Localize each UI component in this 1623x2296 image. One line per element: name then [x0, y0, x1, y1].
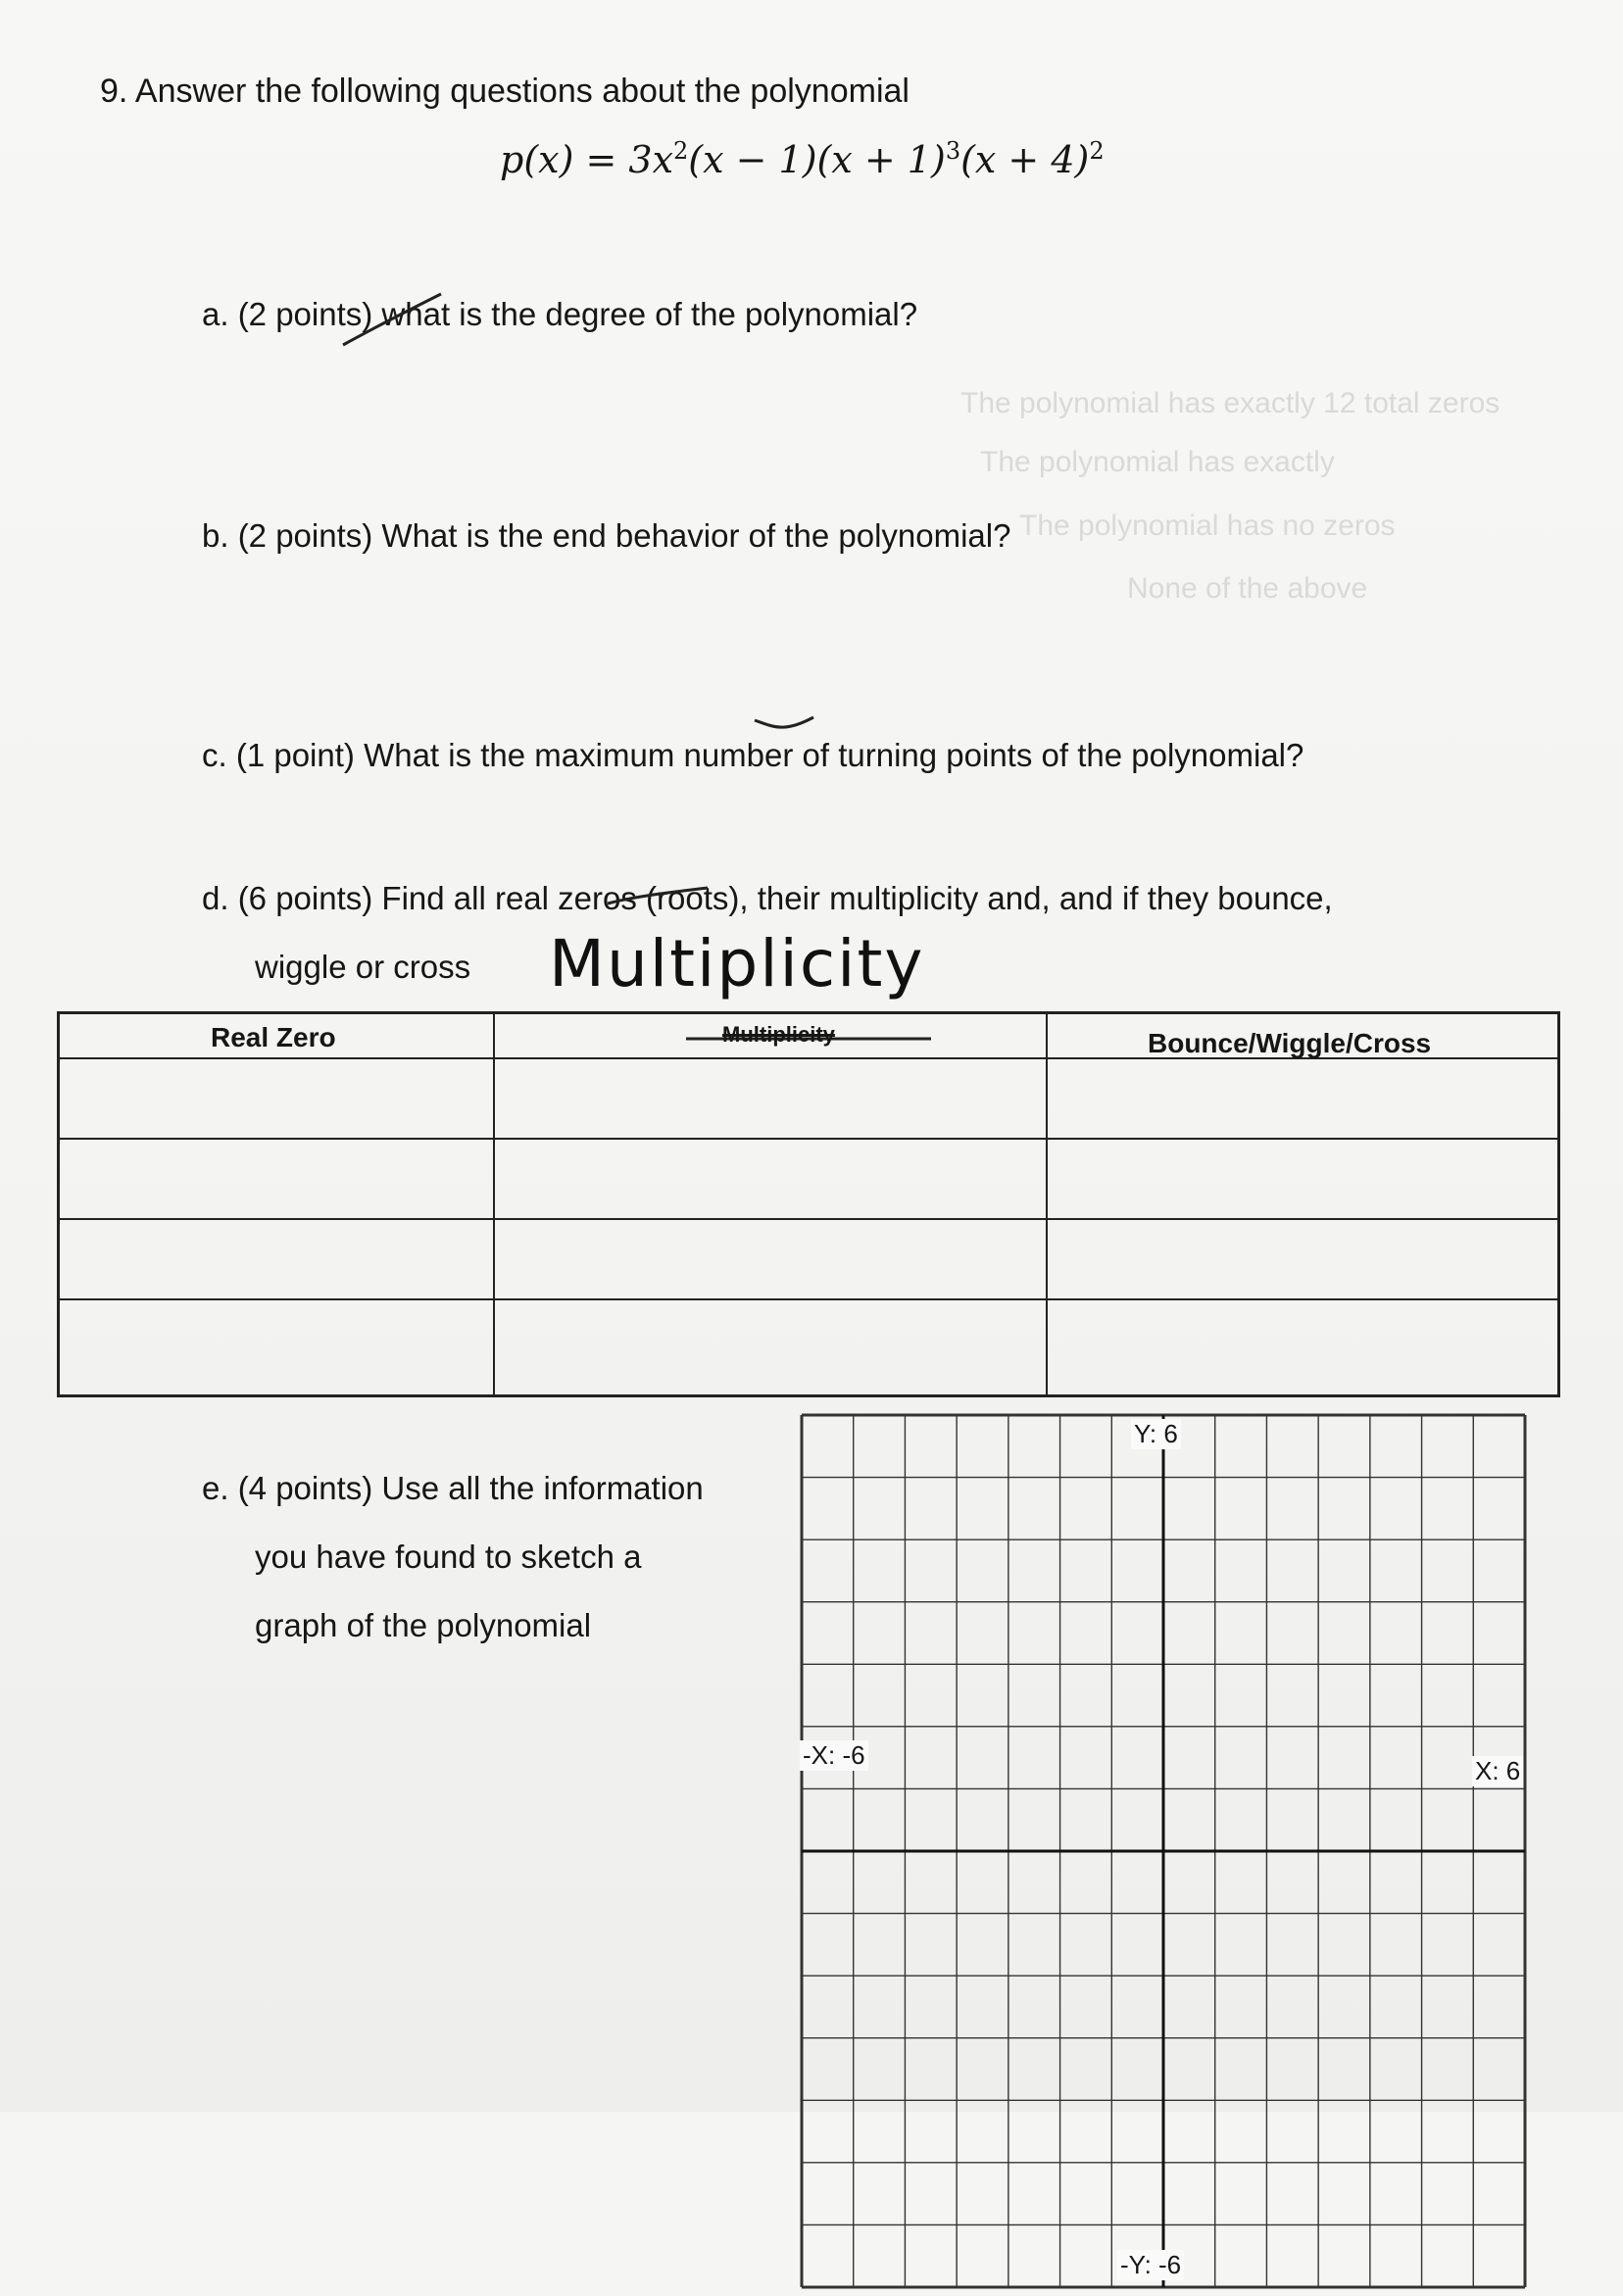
table-row — [60, 1300, 1557, 1391]
y-max-label: Y: 6 — [1131, 1419, 1181, 1449]
grid-lines — [798, 1411, 1529, 2291]
question-title: 9. Answer the following questions about the polynomial — [100, 73, 910, 110]
cell-real-zero[interactable] — [60, 1220, 493, 1298]
y-min-label: -Y: -6 — [1117, 2250, 1184, 2280]
header-bounce-wiggle-cross: Bounce/Wiggle/Cross — [1148, 1028, 1432, 1058]
header-real-zero: Real Zero — [211, 1022, 336, 1052]
polynomial-formula: $p(x) = 3x^2(x - 1)(x + 1)^3(x + 4)^2$ — [500, 137, 1105, 181]
cell-real-zero[interactable] — [60, 1059, 493, 1138]
part-b-prompt: b. (2 points) What is the end behavior of the polynomial? — [202, 517, 1011, 554]
bleed-through-text: The polynomial has exactly — [980, 446, 1335, 478]
cell-behavior[interactable] — [1048, 1300, 1557, 1391]
table-row — [60, 1059, 1557, 1138]
bleed-through-text: None of the above — [1127, 572, 1368, 605]
bleed-through-text: The polynomial has exactly 12 total zeros — [960, 387, 1500, 419]
part-e-prompt-cont: you have found to sketch a — [255, 1539, 642, 1575]
x-min-label: -X: -6 — [800, 1740, 868, 1771]
cell-real-zero[interactable] — [60, 1300, 493, 1391]
table-row — [60, 1140, 1557, 1218]
cell-multiplicity[interactable] — [495, 1300, 1046, 1391]
zeros-table — [57, 1011, 1560, 1397]
bleed-through-text: The polynomial has no zeros — [1019, 510, 1396, 542]
x-max-label: X: 6 — [1472, 1756, 1523, 1786]
pen-stroke — [608, 888, 708, 904]
part-c-prompt: c. (1 point) What is the maximum number of turning points of the polynomial? — [202, 737, 1304, 773]
part-e-prompt: e. (4 points) Use all the information — [202, 1470, 704, 1506]
cell-real-zero[interactable] — [60, 1140, 493, 1218]
part-e-prompt-cont: graph of the polynomial — [255, 1607, 592, 1643]
part-a-prompt: a. (2 points) what is the degree of the polynomial? — [202, 296, 918, 332]
part-d-prompt: d. (6 points) Find all real zeros (roots), their multiplicity and, and if they bounce, — [202, 880, 1333, 916]
header-multiplicity: Multiplicity — [722, 1022, 835, 1047]
pen-stroke — [343, 294, 441, 345]
part-d-prompt-cont: wiggle or cross — [255, 949, 471, 985]
handwritten-multiplicity: Multiplicity — [549, 926, 925, 1001]
cell-multiplicity[interactable] — [495, 1140, 1046, 1218]
table-row — [60, 1220, 1557, 1298]
coordinate-grid[interactable] — [798, 1411, 1529, 2291]
cell-behavior[interactable] — [1048, 1140, 1557, 1218]
cell-multiplicity[interactable] — [495, 1220, 1046, 1298]
cell-multiplicity[interactable] — [495, 1059, 1046, 1138]
cell-behavior[interactable] — [1048, 1059, 1557, 1138]
pen-stroke — [755, 717, 813, 727]
cell-behavior[interactable] — [1048, 1220, 1557, 1298]
